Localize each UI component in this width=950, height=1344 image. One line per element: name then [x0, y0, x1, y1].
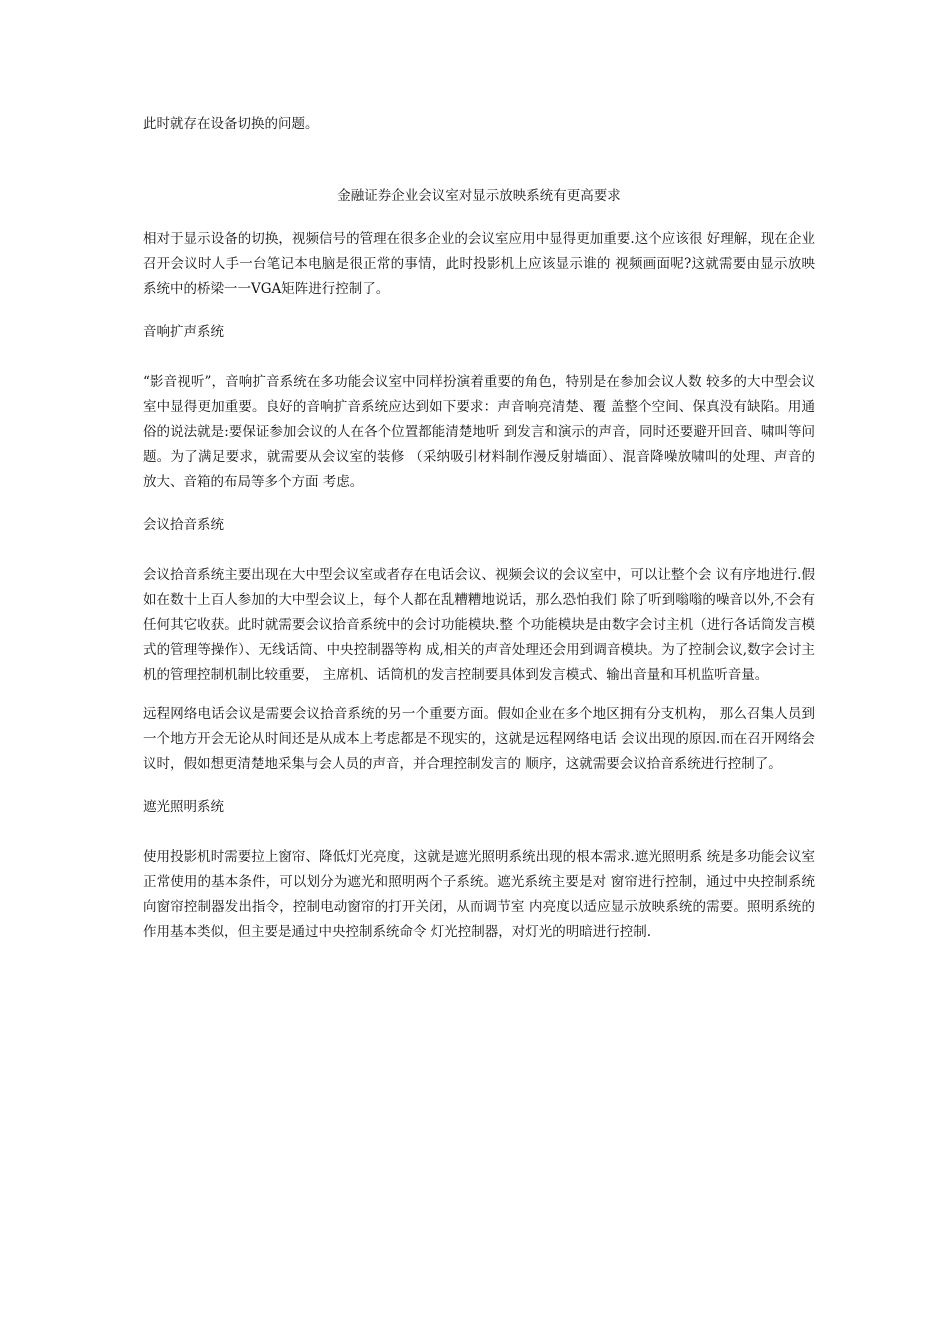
heading-audio-system: 音响扩声系统: [143, 324, 224, 340]
paragraph-lighting-system: 使用投影机时需要拉上窗帘、降低灯光亮度，这就是遮光照明系统出现的根本需求.遮光照明系 统是多功能会议室正常使用的基本条件，可以划分为遮光和照明两个子系统。遮光系统主要是对 窗帘进行控制，通过中央控制系统向窗帘控制器发出指令，控制电动窗帘的打开关闭，从而调节室 内亮度以适应显示放映系统的需要。照明系统的作用基本类似，但主要是通过中央控制系统命令 灯光控制器，对灯光的明暗进行控制.: [143, 849, 815, 940]
paragraph-pickup-system: 会议拾音系统主要出现在大中型会议室或者存在电话会议、视频会议的会议室中，可以让整个会 议有序地进行.假如在数十上百人参加的大中型会议上，每个人都在乱糟糟地说话，那么恐怕我们 除了听到嗡嗡的噪音以外,不会有任何其它收获。此时就需要会议拾音系统中的会讨功能模块.整 个功能模块是由数字会讨主机（进行各话筒发言模式的管理等操作）、无线话筒、中央控制器等构 成,相关的声音处理还会用到调音模块。为了控制会议,数字会讨主机的管理控制机制比较重要， 主席机、话筒机的发言控制要具体到发言模式、输出音量和耳机监听音量。: [143, 567, 815, 683]
paragraph-vga-matrix: 相对于显示设备的切换，视频信号的管理在很多企业的会议室应用中显得更加重要.这个应该很 好理解，现在企业召开会议时人手一台笔记本电脑是很正常的事情，此时投影机上应该显示谁的 视频画面呢?这就需要由显示放映系统中的桥梁一一VGA矩阵进行控制了。: [143, 231, 815, 297]
paragraph-remote-conference: 远程网络电话会议是需要会议拾音系统的另一个重要方面。假如企业在多个地区拥有分支机构， 那么召集人员到一个地方开会无论从时间还是从成本上考虑都是不现实的，这就是远程网络电话 会议出现的原因.而在召开网络会议时，假如想更清楚地采集与会人员的声音，并合理控制发言的 顺序，这就需要会议拾音系统进行控制了。: [143, 706, 815, 772]
heading-lighting-system: 遮光照明系统: [143, 799, 224, 815]
heading-pickup-system: 会议拾音系统: [143, 517, 224, 533]
document-body: [143, 112, 815, 955]
section-title: 金融证券企业会议室对显示放映系统有更高要求: [337, 188, 621, 204]
lead-sentence: 此时就存在设备切换的问题。: [143, 116, 319, 132]
paragraph-audio-system: “影音视听”，音响扩音系统在多功能会议室中同样扮演着重要的角色，特别是在参加会议人数 较多的大中型会议室中显得更加重要。良好的音响扩音系统应达到如下要求：声音响亮清楚、覆 盖整个空间、保真没有缺陷。用通俗的说法就是:要保证参加会议的人在各个位置都能清楚地听 到发言和演示的声音，同时还要避开回音、啸叫等问题。为了满足要求，就需要从会议室的装修 （采纳吸引材料制作漫反射墙面）、混音降噪放啸叫的处理、声音的放大、音箱的布局等多个方面 考虑。: [143, 374, 815, 490]
